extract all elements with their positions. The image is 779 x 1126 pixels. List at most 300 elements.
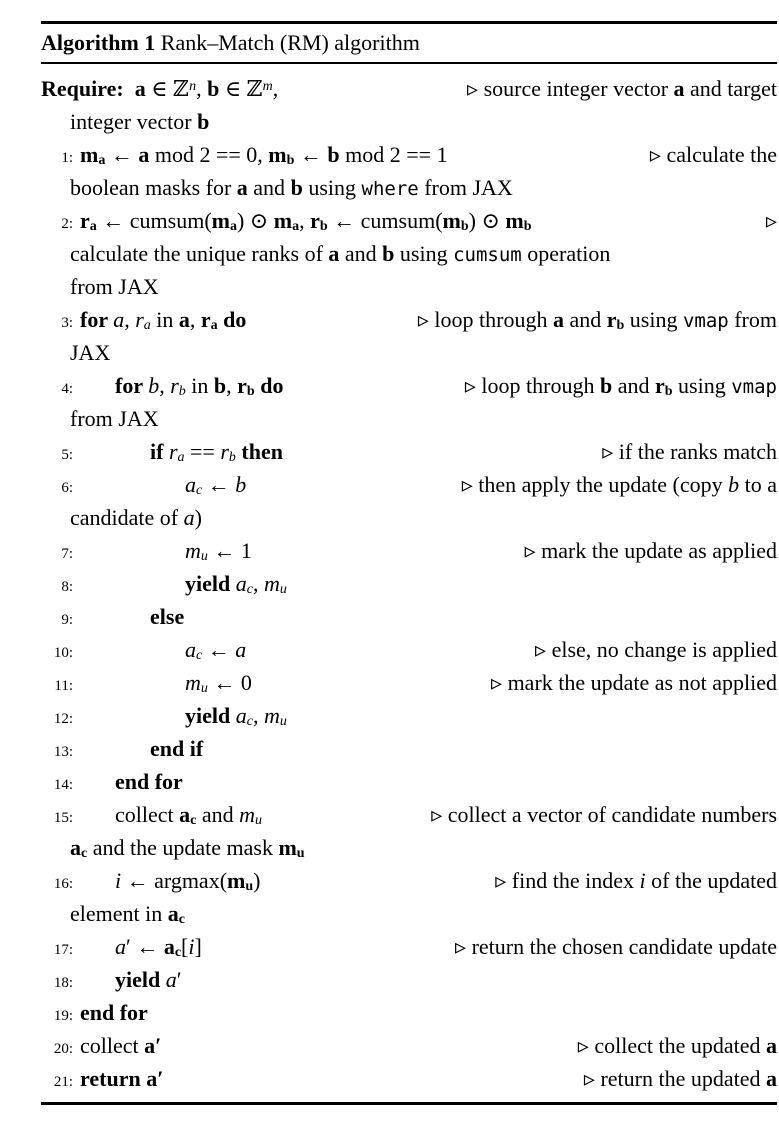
text-segment: == — [184, 439, 221, 464]
text-segment: , — [299, 208, 311, 233]
text-segment: ′ — [126, 934, 131, 959]
line-content — [80, 1029, 777, 1062]
statement-text — [70, 270, 159, 303]
text-segment: return — [80, 1066, 147, 1091]
text-segment: a — [179, 802, 191, 827]
text-segment: ← — [294, 142, 328, 167]
algorithm-line-10 — [41, 633, 777, 666]
text-segment: c — [174, 945, 182, 961]
line-content — [80, 996, 777, 1029]
text-segment: b — [148, 373, 160, 398]
text-segment: from JAX — [70, 406, 159, 431]
caption-title: Rank–Match (RM) algorithm — [155, 30, 420, 55]
algorithm-line-17 — [41, 930, 777, 963]
statement-text — [70, 105, 209, 138]
text-segment: using — [394, 241, 454, 266]
comment-text — [445, 930, 777, 963]
text-segment: and — [563, 307, 607, 332]
text-segment: ← cumsum( — [327, 208, 443, 233]
text-segment: ▹ loop through — [464, 373, 600, 398]
text-segment: end for — [80, 1000, 148, 1025]
code-token: vmap — [731, 376, 777, 398]
line-number: 2: — [61, 216, 73, 232]
algorithm-line-21 — [41, 1062, 777, 1095]
text-segment: m — [211, 208, 230, 233]
text-segment: a — [165, 967, 177, 992]
algorithm-line-1 — [41, 138, 777, 171]
text-segment: to a — [739, 472, 777, 497]
statement-text — [80, 930, 202, 963]
statement-text — [80, 864, 260, 897]
line-content — [70, 501, 777, 534]
algorithm-wrapped-line — [41, 831, 777, 864]
text-segment: else — [150, 604, 185, 629]
line-number: 8: — [61, 579, 73, 595]
line-content — [80, 567, 777, 600]
text-segment: , — [252, 703, 264, 728]
text-segment: m — [239, 802, 256, 827]
text-segment: b — [460, 219, 469, 235]
text-segment: u — [279, 714, 287, 730]
comment-text — [592, 435, 777, 468]
text-segment: from JAX — [70, 274, 159, 299]
bottom-rule — [41, 1102, 777, 1105]
text-segment: ▹ find the index — [495, 868, 640, 893]
text-segment: ∈ ℤ — [145, 76, 190, 101]
text-segment: ← — [105, 142, 139, 167]
text-segment: yield — [185, 703, 236, 728]
text-segment: element in — [70, 901, 168, 926]
algorithm-line-18 — [41, 963, 777, 996]
text-segment: and target — [684, 76, 777, 101]
text-segment: n — [189, 79, 197, 95]
text-segment: Require: — [41, 76, 135, 101]
line-content — [80, 204, 777, 237]
statement-text — [80, 1062, 163, 1095]
statement-text — [80, 369, 283, 402]
text-segment: [ — [181, 934, 189, 959]
algorithm-caption — [41, 24, 777, 62]
line-content — [80, 1062, 777, 1095]
statement-text — [80, 732, 203, 765]
text-segment: , — [189, 307, 201, 332]
text-segment: ′ — [157, 1066, 164, 1091]
text-segment: i — [115, 868, 122, 893]
text-segment: b — [228, 450, 236, 466]
text-segment: b — [207, 76, 220, 101]
text-segment: r — [200, 307, 211, 332]
line-number: 3: — [61, 315, 73, 331]
line-content — [70, 237, 777, 272]
line-content — [80, 435, 777, 468]
text-segment: a — [183, 505, 195, 530]
text-segment: u — [200, 681, 208, 697]
statement-text — [80, 699, 287, 732]
line-number: 7: — [61, 546, 73, 562]
text-segment: ) — [194, 505, 202, 530]
algorithm-line-15 — [41, 798, 777, 831]
statement-text — [70, 171, 513, 206]
text-segment: a — [185, 472, 196, 497]
text-segment: ∈ ℤ — [219, 76, 263, 101]
statement-text — [80, 138, 448, 171]
text-segment: using — [672, 373, 732, 398]
algorithm-wrapped-line — [41, 336, 777, 369]
line-content — [70, 105, 777, 138]
text-segment: b — [286, 153, 295, 169]
text-segment: r — [237, 373, 247, 398]
line-number: 5: — [61, 447, 73, 463]
algorithm-line-6 — [41, 468, 777, 501]
algorithm-require-line — [41, 72, 777, 105]
line-content — [80, 864, 777, 897]
text-segment: a — [766, 1033, 777, 1058]
comment-text — [457, 72, 777, 105]
line-content — [80, 369, 777, 404]
text-segment: calculate the unique ranks of — [70, 241, 329, 266]
line-number: 17: — [53, 942, 73, 958]
text-segment: , — [272, 76, 279, 101]
algorithm-wrapped-line — [41, 897, 777, 930]
algorithm-line-11 — [41, 666, 777, 699]
text-segment: boolean masks for — [70, 175, 237, 200]
text-segment: m — [505, 208, 524, 233]
line-content — [70, 171, 777, 206]
text-segment: a — [552, 307, 564, 332]
line-content — [80, 138, 777, 171]
text-segment: a — [673, 76, 685, 101]
text-segment: then — [235, 439, 283, 464]
statement-text — [70, 237, 610, 272]
algorithm-line-3 — [41, 303, 777, 336]
text-segment: and — [339, 241, 383, 266]
line-number: 16: — [53, 876, 73, 892]
statement-text — [80, 1029, 161, 1062]
text-segment: ] — [194, 934, 202, 959]
line-content — [80, 534, 777, 567]
statement-text — [80, 765, 183, 798]
text-segment: do — [254, 373, 284, 398]
line-number: 21: — [53, 1074, 73, 1090]
line-number: 13: — [53, 744, 73, 760]
text-segment: m — [185, 670, 201, 695]
text-segment: a — [235, 571, 247, 596]
text-segment: mod 2 == 1 — [339, 142, 448, 167]
text-segment: r — [654, 373, 665, 398]
text-segment: b — [319, 219, 328, 235]
text-segment: ▹ loop through — [417, 307, 553, 332]
text-segment: in — [185, 373, 214, 398]
text-segment: a — [185, 637, 196, 662]
algorithm-line-7 — [41, 534, 777, 567]
statement-text — [80, 534, 252, 567]
text-segment: a — [178, 307, 190, 332]
statement-text — [80, 633, 246, 666]
statement-text — [80, 996, 148, 1029]
text-segment: ← argmax( — [121, 868, 228, 893]
text-segment: m — [278, 835, 297, 860]
text-segment: a — [236, 175, 248, 200]
algorithm-line-20 — [41, 1029, 777, 1062]
line-content — [80, 732, 777, 765]
statement-text — [80, 468, 246, 501]
text-segment: , — [252, 571, 264, 596]
algorithm-block — [41, 21, 777, 1105]
text-segment: do — [217, 307, 247, 332]
text-segment: c — [178, 912, 185, 928]
line-content — [70, 831, 777, 864]
comment-text — [421, 798, 777, 831]
text-segment: m — [80, 142, 99, 167]
text-segment: a — [138, 142, 150, 167]
statement-text — [70, 501, 202, 534]
text-segment: m — [263, 571, 280, 596]
line-number: 6: — [61, 480, 73, 496]
text-segment: a — [113, 307, 125, 332]
text-segment: candidate of — [70, 505, 184, 530]
line-content — [41, 72, 777, 105]
line-content — [80, 963, 777, 996]
text-segment: a — [235, 637, 247, 662]
algorithm-wrapped-line — [41, 171, 777, 204]
text-segment: m — [227, 868, 246, 893]
text-segment: c — [190, 813, 197, 829]
line-number: 10: — [53, 645, 73, 661]
line-number: 19: — [53, 1008, 73, 1024]
line-content — [80, 666, 777, 699]
text-segment: b — [599, 373, 613, 398]
text-segment: r — [135, 307, 144, 332]
text-segment: ▹ return the updated — [583, 1066, 766, 1091]
algorithm-line-9 — [41, 600, 777, 633]
line-content — [70, 336, 777, 369]
text-segment: a — [134, 76, 146, 101]
line-content — [80, 798, 777, 831]
text-segment: of the updated — [645, 868, 777, 893]
statement-text — [80, 303, 246, 336]
statement-text — [80, 798, 262, 831]
text-segment: b — [290, 175, 303, 200]
text-segment: u — [255, 813, 263, 829]
caption-label: Algorithm 1 — [41, 30, 156, 55]
text-segment: i — [188, 934, 195, 959]
text-segment: m — [185, 538, 201, 563]
text-segment: ▹ source integer vector — [467, 76, 674, 101]
text-segment: operation — [521, 241, 611, 266]
line-number: 4: — [61, 381, 73, 397]
text-segment: a — [292, 219, 300, 235]
code-token: vmap — [682, 310, 729, 332]
text-segment: b — [213, 373, 227, 398]
text-segment: and — [612, 373, 655, 398]
text-segment: u — [296, 846, 305, 862]
statement-text — [80, 666, 252, 699]
text-segment: r — [80, 208, 90, 233]
algorithm-line-4 — [41, 369, 777, 402]
algorithm-line-14 — [41, 765, 777, 798]
text-segment: a — [328, 241, 340, 266]
text-segment: m — [268, 142, 287, 167]
text-segment: b — [728, 472, 740, 497]
text-segment: b — [327, 142, 340, 167]
line-content — [80, 699, 777, 732]
text-segment: u — [245, 879, 254, 895]
text-segment: ▹ collect a vector of candidate numbers — [431, 802, 777, 827]
statement-text — [70, 831, 305, 864]
algorithm-body — [41, 64, 777, 1102]
statement-text — [80, 435, 283, 468]
text-segment: a — [766, 1066, 777, 1091]
algorithm-line-5 — [41, 435, 777, 468]
text-segment: ← cumsum( — [96, 208, 212, 233]
comment-text — [452, 468, 777, 501]
text-segment: m — [262, 79, 273, 95]
text-segment: a — [167, 901, 179, 926]
algorithm-wrapped-line — [41, 105, 777, 138]
text-segment: a — [235, 703, 247, 728]
statement-text — [80, 204, 532, 237]
text-segment: ← — [130, 934, 164, 959]
text-segment: yield — [115, 967, 166, 992]
text-segment: a — [177, 450, 185, 466]
text-segment: r — [310, 208, 320, 233]
algorithm-line-8 — [41, 567, 777, 600]
code-token: where — [361, 178, 419, 200]
text-segment: , — [124, 307, 136, 332]
line-content — [80, 930, 777, 963]
statement-text — [80, 567, 287, 600]
text-segment: a — [163, 934, 175, 959]
text-segment: from — [728, 307, 777, 332]
text-segment: ← 0 — [207, 670, 252, 695]
comment-text — [640, 138, 777, 171]
text-segment: b — [616, 318, 625, 334]
comment-text — [568, 1029, 777, 1062]
text-segment: ▹ mark the update as applied — [524, 538, 777, 563]
text-segment: c — [246, 714, 253, 730]
line-content — [80, 600, 777, 633]
text-segment: using — [624, 307, 683, 332]
text-segment: b — [664, 384, 673, 400]
text-segment: a — [146, 1066, 158, 1091]
text-segment: b — [178, 384, 186, 400]
text-segment: end if — [150, 736, 204, 761]
algorithm-wrapped-line — [41, 237, 777, 270]
statement-text — [70, 402, 159, 435]
line-number: 11: — [54, 678, 73, 694]
text-segment: a — [229, 219, 237, 235]
line-content — [70, 897, 777, 930]
text-segment: ) ⊙ — [468, 208, 506, 233]
text-segment: a — [89, 219, 97, 235]
text-segment: collect — [115, 802, 180, 827]
text-segment: b — [197, 109, 210, 134]
text-segment: mod 2 == 0, — [149, 142, 269, 167]
comment-text — [515, 534, 777, 567]
text-segment: a — [143, 318, 151, 334]
statement-text — [41, 72, 278, 105]
text-segment: and the update mask — [87, 835, 279, 860]
text-segment: ′ — [176, 967, 182, 992]
text-segment: , — [196, 76, 208, 101]
text-segment: a — [98, 153, 106, 169]
line-number: 20: — [53, 1041, 73, 1057]
line-number: 18: — [53, 975, 73, 991]
text-segment: and — [247, 175, 291, 200]
text-segment: JAX — [70, 340, 111, 365]
code-token: cumsum — [453, 244, 522, 266]
algorithm-line-2 — [41, 204, 777, 237]
text-segment: b — [382, 241, 395, 266]
algorithm-line-19 — [41, 996, 777, 1029]
text-segment: r — [220, 439, 229, 464]
statement-text — [70, 897, 185, 930]
statement-text — [70, 336, 110, 369]
line-content — [80, 765, 777, 798]
comment-text — [574, 1062, 777, 1095]
comment-text — [481, 666, 777, 699]
text-segment: collect — [80, 1033, 145, 1058]
text-segment: integer vector — [70, 109, 198, 134]
algorithm-line-13 — [41, 732, 777, 765]
text-segment: ▹ if the ranks match — [602, 439, 777, 464]
text-segment: ▹ collect the updated — [577, 1033, 766, 1058]
text-segment: ← — [202, 472, 236, 497]
text-segment: b — [523, 219, 532, 235]
text-segment: a — [210, 318, 218, 334]
text-segment: for — [80, 307, 114, 332]
algorithm-line-16 — [41, 864, 777, 897]
line-number: 9: — [61, 612, 73, 628]
comment-text — [756, 204, 777, 237]
text-segment: for — [115, 373, 149, 398]
text-segment: m — [273, 208, 293, 233]
text-segment: c — [246, 582, 253, 598]
text-segment: r — [168, 439, 178, 464]
statement-text — [80, 963, 182, 996]
text-segment: m — [263, 703, 280, 728]
text-segment: b — [246, 384, 255, 400]
text-segment: ▹ then apply the update (copy — [461, 472, 729, 497]
comment-text — [455, 369, 777, 404]
algorithm-wrapped-line — [41, 501, 777, 534]
text-segment: ′ — [155, 1033, 162, 1058]
text-segment: c — [196, 648, 203, 664]
text-segment: ← — [202, 637, 236, 662]
text-segment: c — [196, 483, 203, 499]
comment-text — [408, 303, 777, 338]
text-segment: , — [159, 373, 171, 398]
text-segment: a — [70, 835, 81, 860]
line-number: 15: — [53, 810, 73, 826]
line-content — [80, 633, 777, 666]
comment-text — [485, 864, 777, 897]
text-segment: u — [200, 549, 208, 565]
text-segment: ) — [253, 868, 261, 893]
line-content — [80, 303, 777, 338]
text-segment: i — [639, 868, 646, 893]
text-segment: ▹ return the chosen candidate update — [455, 934, 777, 959]
statement-text — [80, 600, 184, 633]
text-segment: u — [279, 582, 287, 598]
text-segment: r — [606, 307, 617, 332]
text-segment: ) ⊙ — [236, 208, 274, 233]
algorithm-wrapped-line — [41, 402, 777, 435]
text-segment: a — [144, 1033, 156, 1058]
text-segment: ▹ calculate the — [649, 142, 777, 167]
text-segment: ▹ mark the update as not applied — [491, 670, 777, 695]
text-segment: if — [150, 439, 169, 464]
